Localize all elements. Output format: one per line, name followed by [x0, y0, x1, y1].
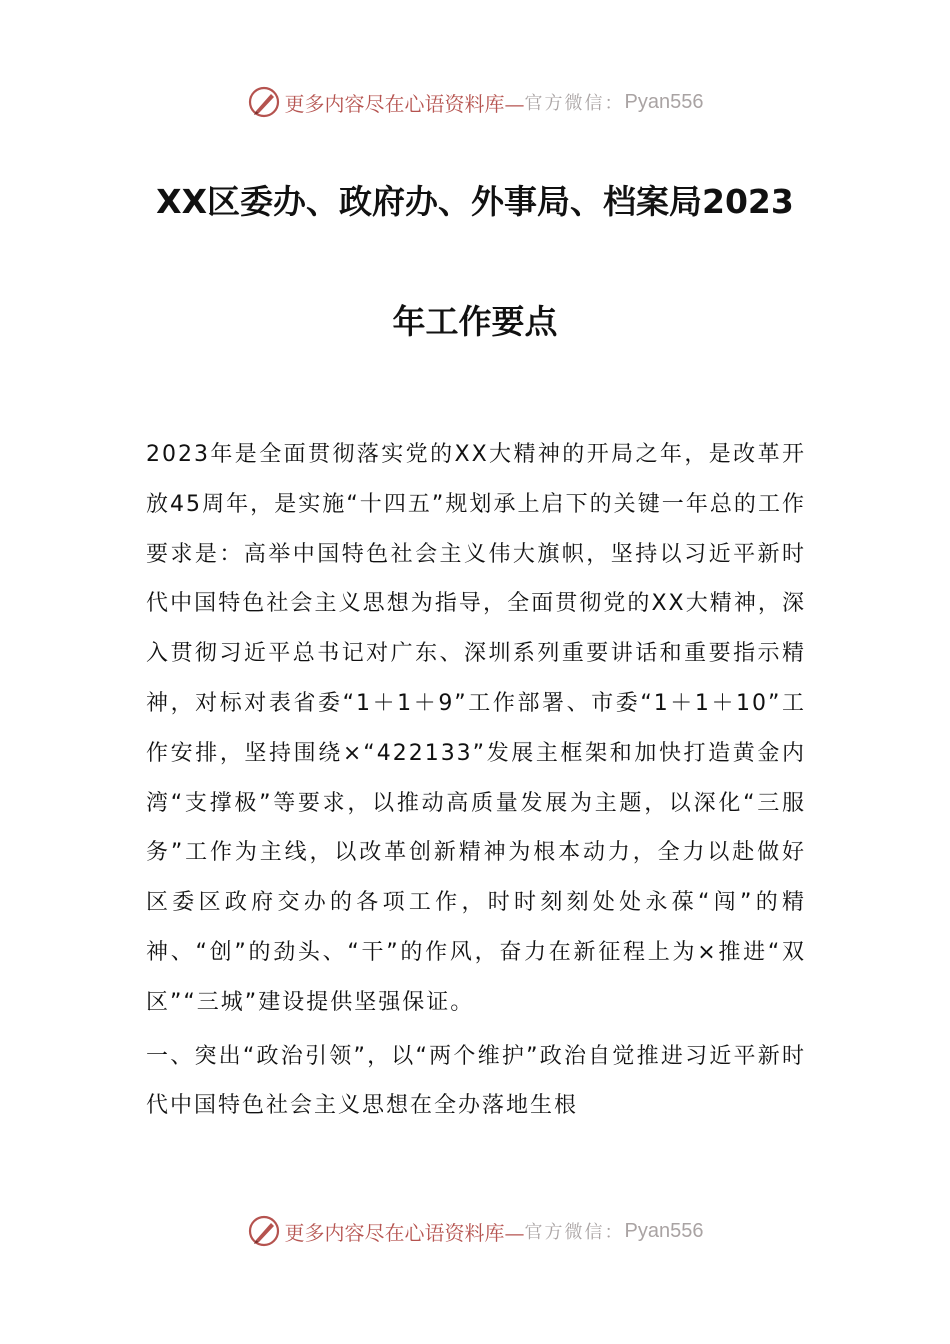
banner-text: 更多内容尽在心语资料库—: [284, 91, 525, 116]
banner-wechat-label: 官方微信：: [524, 93, 625, 114]
document-title-line-2: 年工作要点: [392, 302, 558, 341]
banner-wechat-label: 官方微信：: [524, 1222, 625, 1243]
banner-wechat-id: Pyan556: [624, 1219, 704, 1242]
document-body: [146, 430, 806, 1131]
footer-watermark-banner: [0, 1211, 950, 1251]
banner-wechat-id: Pyan556: [624, 90, 704, 113]
banner-text: 更多内容尽在心语资料库—: [284, 1220, 525, 1245]
document-title-line-1: XX区委办、政府办、外事局、档案局2023: [156, 182, 794, 221]
pen-logo-icon: [247, 1214, 281, 1248]
section-heading-1: 一、突出“政治引领”，以“两个维护”政治自觉推进习近平新时代中国特色社会主义思想在全办落地生根: [146, 1043, 806, 1119]
pen-logo-icon: [247, 85, 281, 119]
header-watermark-banner: [0, 82, 950, 122]
intro-paragraph: 2023年是全面贯彻落实党的XX大精神的开局之年，是改革开放45周年，是实施“十四五”规划承上启下的关键一年总的工作要求是：高举中国特色社会主义伟大旗帜，坚持以习近平新时代中国特色社会主义思想为指导，全面贯彻党的XX大精神，深入贯彻习近平总书记对广东、深圳系列重要讲话和重要指示精神，对标对表省委“1＋1＋9”工作部署、市委“1＋1＋10”工作安排，坚持围绕×“422133”发展主框架和加快打造黄金内湾“支撑极”等要求，以推动高质量发展为主题，以深化“三服务”工作为主线，以改革创新精神为根本动力，全力以赴做好区委区政府交办的各项工作，时时刻刻处处永葆“闯”的精神、“创”的劲头、“干”的作风，奋力在新征程上为×推进“双区”“三城”建设提供坚强保证。: [146, 442, 806, 1015]
